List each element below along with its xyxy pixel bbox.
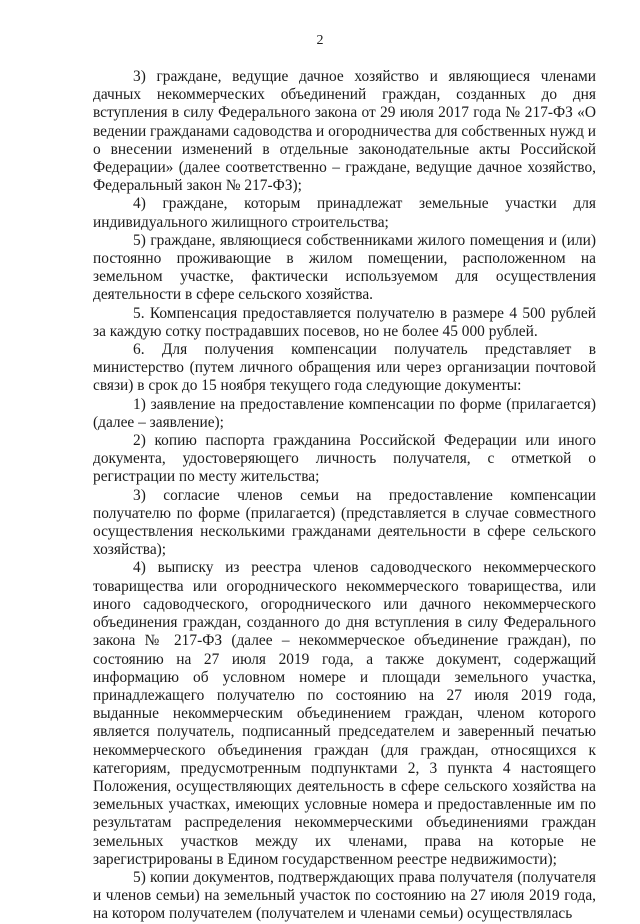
paragraph-item-3-dacha: 3) граждане, ведущие дачное хозяйство и являющиеся членами дачных некоммерческих объединений граждан, созданных до дня вступления в силу Федерального закона от 29 июля 2017 года № 217-ФЗ «О ведении гражданами садоводства и огородничества для собственных нужд и о внесении изменений в отдельные законодательные акты Российской Федерации» (далее соответственно – граждане, ведущие дачное хозяйство, Федеральный закон № 217-ФЗ); — [93, 68, 596, 195]
paragraph-doc-3-consent: 3) согласие членов семьи на предоставление компенсации получателю по форме (прилагается) (представляется в случае совместного осуществления несколькими гражданами деятельности в сфере сельского хозяйства); — [93, 486, 596, 559]
paragraph-doc-1-application: 1) заявление на предоставление компенсации по форме (прилагается) (далее – заявление); — [93, 395, 596, 431]
paragraph-clause-5-amount: 5. Компенсация предоставляется получателю в размере 4 500 рублей за каждую сотку пострадавших посевов, но не более 45 000 рублей. — [93, 304, 596, 340]
paragraph-doc-4-registry-extract: 4) выписку из реестра членов садоводческого некоммерческого товарищества или огороднического некоммерческого товарищества, или иного садоводческого, огороднического или дачного некоммерческого объединения граждан, созданного до дня вступления в силу Федерального закона № 217-ФЗ (далее – некоммерческое объединение граждан), по состоянию на 27 июля 2019 года, а также документ, содержащий информацию об условном номере и площади земельного участка, принадлежащего получателю по состоянию на 27 июля 2019 года, выданные некоммерческим объединением граждан, членом которого является получатель, подписанный председателем и заверенный печатью некоммерческого объединения граждан (для граждан, относящихся к категориям, предусмотренным подпунктами 2, 3 пункта 4 настоящего Положения, осуществляющих деятельность в сфере сельского хозяйства на земельных участках, имеющих условные номера и предоставленные им по результатам распределения некоммерческими объединениями граждан земельных участков между их членами, права на которые не зарегистрированы в Едином государственном реестре недвижимости); — [93, 559, 596, 868]
paragraph-doc-5-land-rights: 5) копии документов, подтверждающих права получателя (получателя и членов семьи) на земельный участок по состоянию на 27 июля 2019 года, на котором получателем (получателем и членами семьи) осуществлялась — [93, 868, 596, 923]
document-body — [93, 68, 596, 924]
paragraph-doc-2-passport: 2) копию паспорта гражданина Российской Федерации или иного документа, удостоверяющего личность получателя, с отметкой о регистрации по месту жительства; — [93, 432, 596, 486]
paragraph-item-4-izhs: 4) граждане, которым принадлежат земельные участки для индивидуального жилищного строительства; — [93, 195, 596, 231]
page-number: 2 — [316, 33, 324, 48]
paragraph-item-5-residents: 5) граждане, являющиеся собственниками жилого помещения и (или) постоянно проживающие в жилом помещении, расположенном на земельном участке, фактически используемом для осуществления деятельности в сфере сельского хозяйства. — [93, 231, 596, 304]
paragraph-clause-6-documents: 6. Для получения компенсации получатель представляет в министерство (путем личного обращения или через организации почтовой связи) в срок до 15 ноября текущего года следующие документы: — [93, 341, 596, 395]
